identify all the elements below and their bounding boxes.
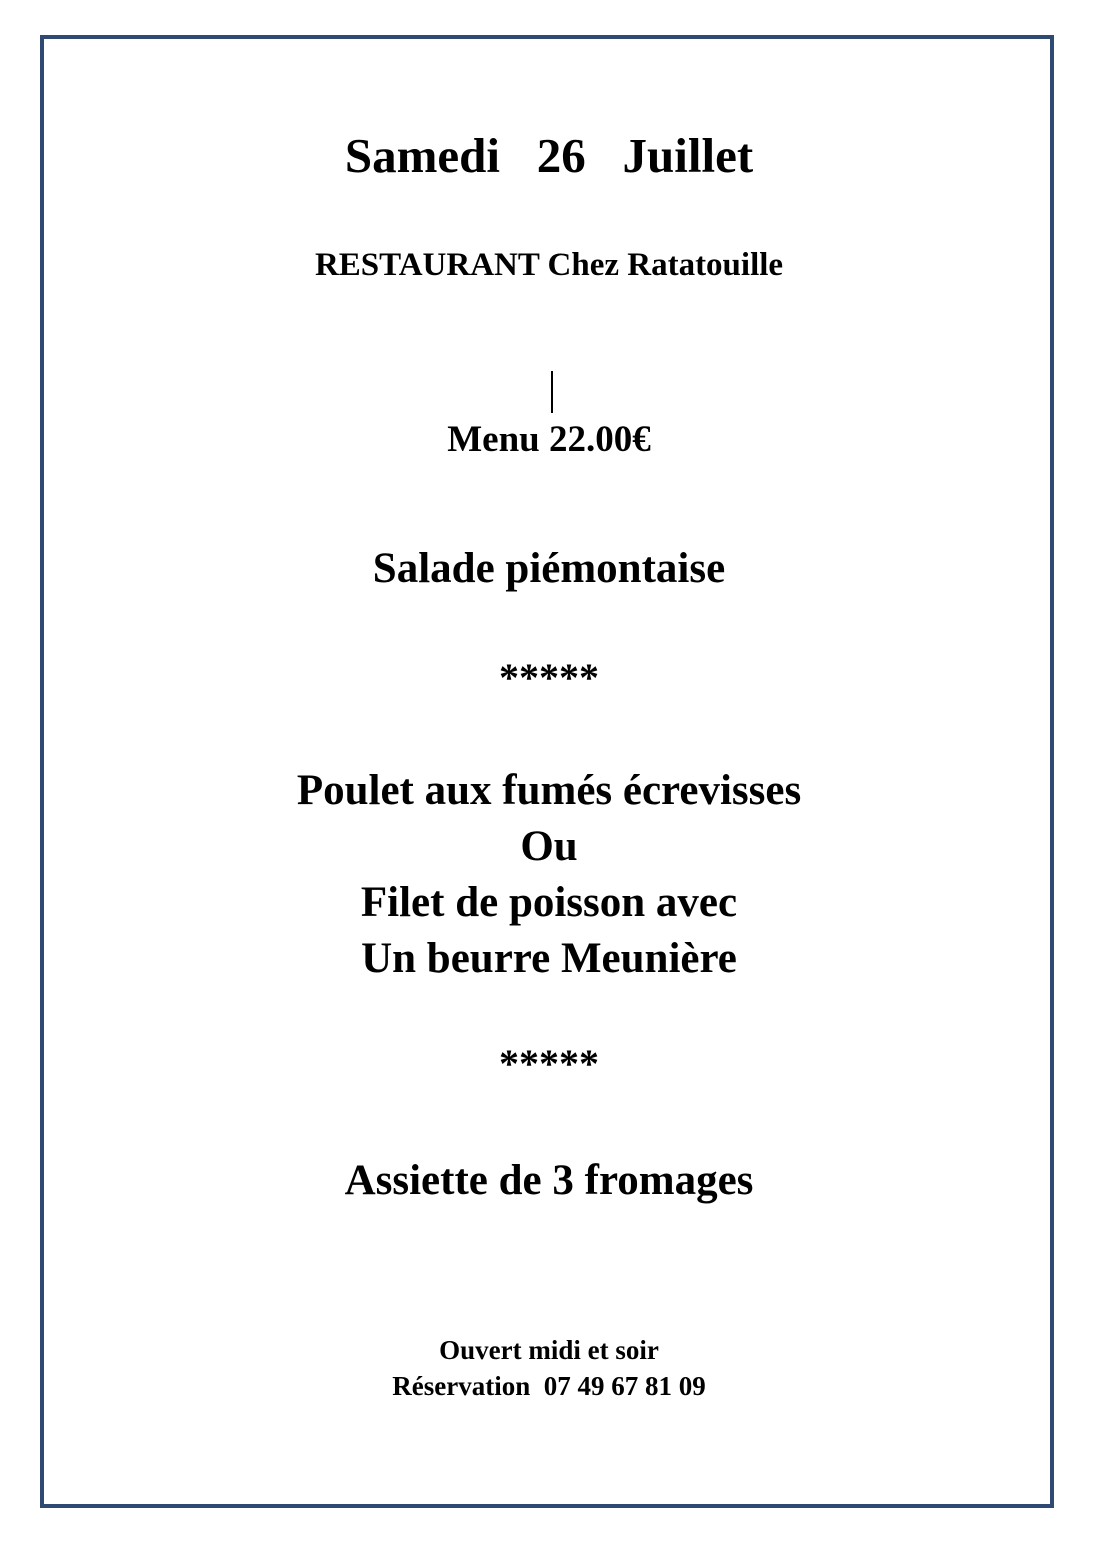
starter-dish: Salade piémontaise <box>372 545 726 592</box>
course-separator: ***** <box>499 1041 599 1086</box>
main-course-line: Poulet aux fumés écrevisses <box>296 767 802 814</box>
menu-price: Menu 22.00€ <box>447 419 651 460</box>
main-course-line: Filet de poisson avec <box>360 879 738 926</box>
course-separator: ***** <box>499 655 599 700</box>
text-cursor <box>551 371 553 413</box>
opening-hours: Ouvert midi et soir <box>439 1335 659 1365</box>
reservation-phone: Réservation 07 49 67 81 09 <box>392 1371 706 1401</box>
dessert-dish: Assiette de 3 fromages <box>344 1157 754 1204</box>
menu-date: Samedi 26 Juillet <box>344 128 754 183</box>
main-course-line: Ou <box>520 823 578 870</box>
restaurant-name: RESTAURANT Chez Ratatouille <box>314 247 784 283</box>
main-course-line: Un beurre Meunière <box>361 935 737 982</box>
